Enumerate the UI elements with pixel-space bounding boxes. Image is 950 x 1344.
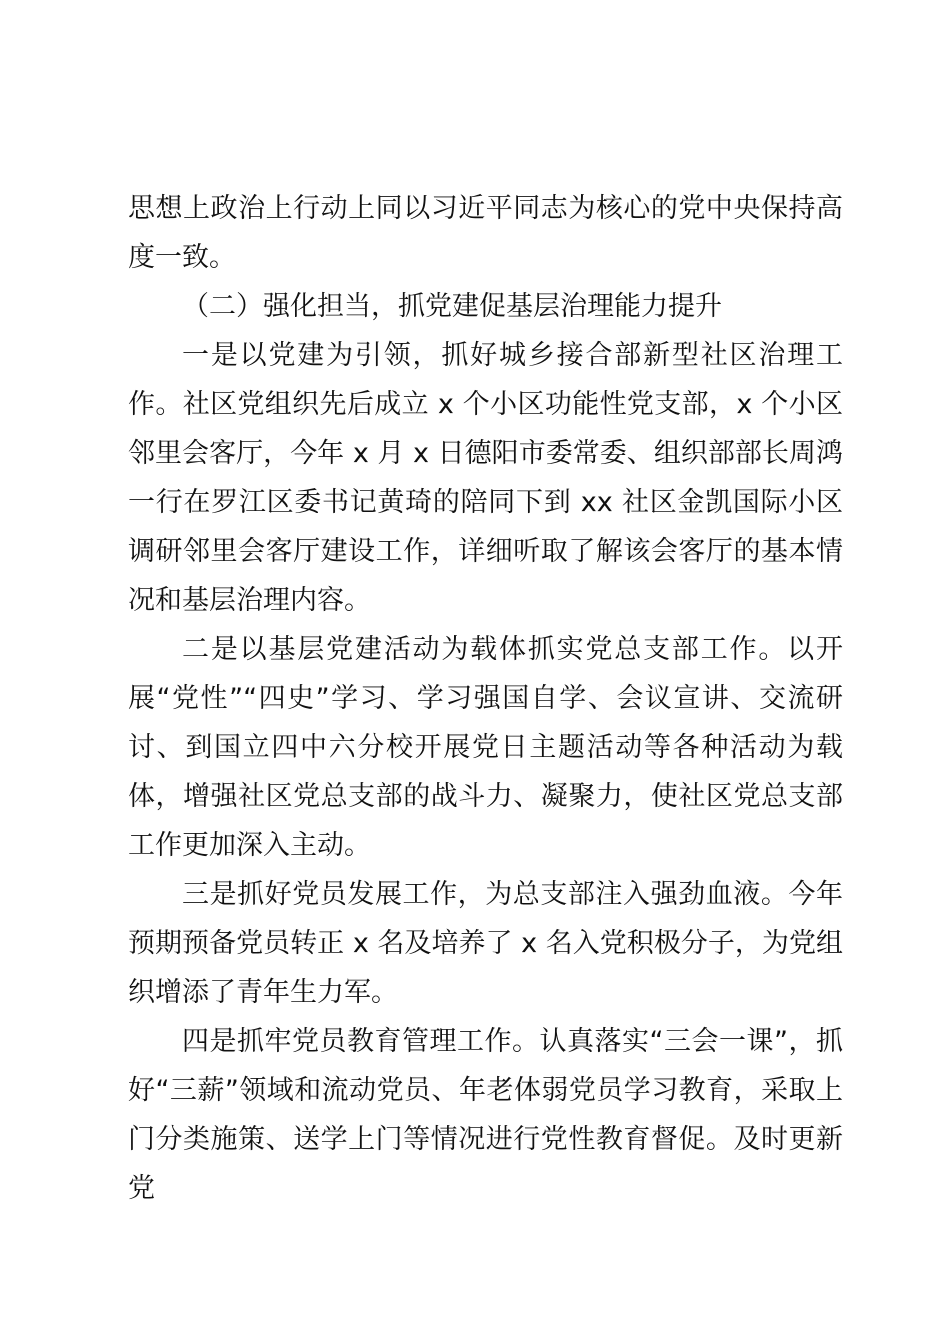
- section-heading: （二）强化担当，抓党建促基层治理能力提升: [182, 291, 722, 322]
- paragraph-item-four: 四是抓牢党员教育管理工作。认真落实“三会一课”，抓好“三薪”领域和流动党员、年老体弱党员学习教育，采取上门分类施策、送学上门等情况进行党性教育督促。及时更新党: [128, 1026, 843, 1204]
- paragraph-continuation: 思想上政治上行动上同以习近平同志为核心的党中央保持高度一致。: [128, 193, 843, 273]
- paragraph-item-two: 二是以基层党建活动为载体抓实党总支部工作。以开展“党性”“四史”学习、学习强国自学、会议宣讲、交流研讨、到国立四中六分校开展党日主题活动等各种活动为载体，增强社区党总支部的战斗力、凝聚力，使社区党总支部工作更加深入主动。: [128, 634, 843, 861]
- document-body: [128, 184, 843, 1213]
- paragraph-item-three: 三是抓好党员发展工作，为总支部注入强劲血液。今年预期预备党员转正 x 名及培养了 x 名入党积极分子，为党组织增添了青年生力军。: [128, 879, 843, 1008]
- paragraph-item-one: 一是以党建为引领，抓好城乡接合部新型社区治理工作。社区党组织先后成立 x 个小区功能性党支部，x 个小区邻里会客厅，今年 x 月 x 日德阳市委常委、组织部部长周鸿一行在罗江区委书记黄琦的陪同下到 xx 社区金凯国际小区调研邻里会客厅建设工作，详细听取了解该会客厅的基本情况和基层治理内容。: [128, 340, 843, 616]
